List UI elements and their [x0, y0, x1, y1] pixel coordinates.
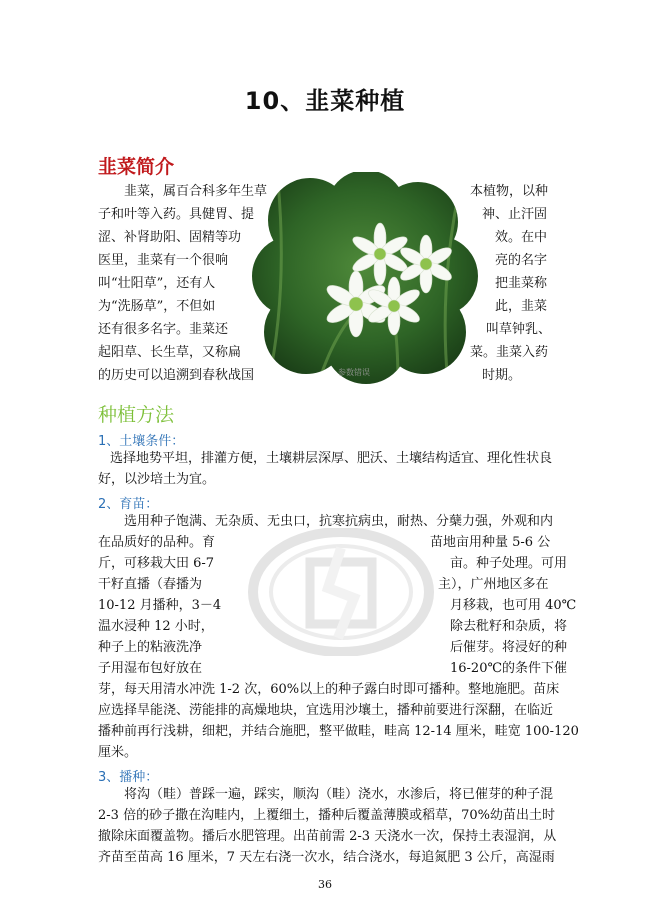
page-title: 10、韭菜种植 [244, 87, 406, 115]
paragraph-line: 将沟（畦）普踩一遍，踩实，顺沟（畦）浇水，水渗后，将已催芽的种子混 [124, 787, 554, 802]
paragraph-line: 厘米。 [98, 745, 138, 760]
intro-heading: 韭菜简介 [98, 156, 175, 178]
intro-line-right: 本植物，以种 [470, 184, 549, 199]
paragraph-line-right: 除去秕籽和杂质，将 [450, 619, 568, 634]
paragraph-line: 芽，每天用清水冲洗 1-2 次，60%以上的种子露白时即可播种。整地施肥。苗床 [98, 682, 560, 697]
watermark-logo [248, 528, 434, 656]
paragraph-line: 好，以沙培土为宜。 [98, 472, 216, 487]
intro-line-right: 菜。韭菜入药 [470, 345, 549, 360]
methods-heading: 种植方法 [98, 404, 175, 426]
soil-subheading: 1、土壤条件： [98, 434, 185, 449]
paragraph-line-left: 种子上的粘液洗净 [98, 640, 203, 655]
intro-line-left: 的历史可以追溯到春秋战国 [98, 368, 255, 383]
intro-line-right: 神、止汗固 [482, 207, 548, 222]
intro-line-left: 还有很多名字。韭菜还 [98, 322, 229, 337]
intro-line-left: 医里，韭菜有一个很响 [98, 253, 229, 268]
paragraph-line-right: 亩。种子处理。可用 [450, 556, 568, 571]
paragraph-line-right: 苗地亩用种量 5-6 公 [430, 535, 551, 550]
intro-line-left: 为“洗肠草”，不但如 [98, 299, 216, 314]
intro-line-left: 叫“壮阳草”，还有人 [98, 276, 216, 291]
paragraph-line-left: 子用湿布包好放在 [98, 661, 203, 676]
paragraph-line-right: 主），广州地区多在 [438, 577, 549, 592]
sowing-subheading: 3、播种： [98, 770, 159, 785]
paragraph-line-left: 斤，可移栽大田 6-7 [98, 556, 215, 571]
intro-line-right: 把韭菜称 [495, 276, 548, 291]
paragraph-line-left: 10-12 月播种，3－4 [98, 598, 222, 613]
intro-line-left: 起阳草、长生草，又称扁 [98, 345, 242, 360]
paragraph-line-right: 后催芽。将浸好的种 [450, 640, 568, 655]
paragraph-line: 撤除床面覆盖物。播后水肥管理。出苗前需 2-3 天浇水一次，保持土表湿润，从 [98, 829, 557, 844]
intro-line-right: 时期。 [482, 368, 522, 383]
paragraph-line: 选择地势平坦，排灌方便，土壤耕层深厚、肥沃、土壤结构适宜、理化性状良 [110, 451, 553, 466]
paragraph-line: 齐苗至苗高 16 厘米，7 天左右浇一次水，结合浇水，每追氮肥 3 公斤，高湿雨 [98, 850, 555, 865]
paragraph-line: 应选择旱能浇、涝能排的高燥地块，宜选用沙壤土，播种前要进行深翻，在临近 [98, 703, 554, 718]
paragraph-line: 播种前再行浅耕，细耙，并结合施肥，整平做畦，畦高 12-14 厘米，畦宽 100-120 [98, 724, 579, 739]
paragraph-line-right: 月移栽，也可用 40℃ [450, 598, 577, 613]
seedling-subheading: 2、育苗： [98, 497, 159, 512]
intro-line-right: 叫草钟乳、 [486, 322, 552, 337]
paragraph-line-right: 16-20℃的条件下催 [450, 661, 568, 676]
image-caption: 参数错误 [338, 368, 370, 377]
intro-line-right: 此，韭菜 [495, 299, 548, 314]
paragraph-line-left: 干籽直播（春播为 [98, 577, 203, 592]
page-number: 36 [318, 878, 332, 891]
paragraph-line: 选用种子饱满、无杂质、无虫口，抗寒抗病虫，耐热、分蘖力强，外观和内 [124, 514, 554, 529]
chive-flower-image [248, 172, 480, 384]
intro-line-left: 韭菜，属百合科多年生草 [124, 184, 268, 199]
intro-line-left: 子和叶等入药。具健胃、提 [98, 207, 255, 222]
paragraph-line-left: 在品质好的品种。育 [98, 535, 216, 550]
intro-line-right: 亮的名字 [495, 253, 548, 268]
intro-line-right: 效。在中 [495, 230, 548, 245]
intro-line-left: 涩、补肾助阳、固精等功 [98, 230, 242, 245]
paragraph-line-left: 温水浸种 12 小时， [98, 619, 214, 634]
paragraph-line: 2-3 倍的砂子撒在沟畦内，上覆细土，播种后覆盖薄膜或稻草，70%幼苗出土时 [98, 808, 555, 823]
